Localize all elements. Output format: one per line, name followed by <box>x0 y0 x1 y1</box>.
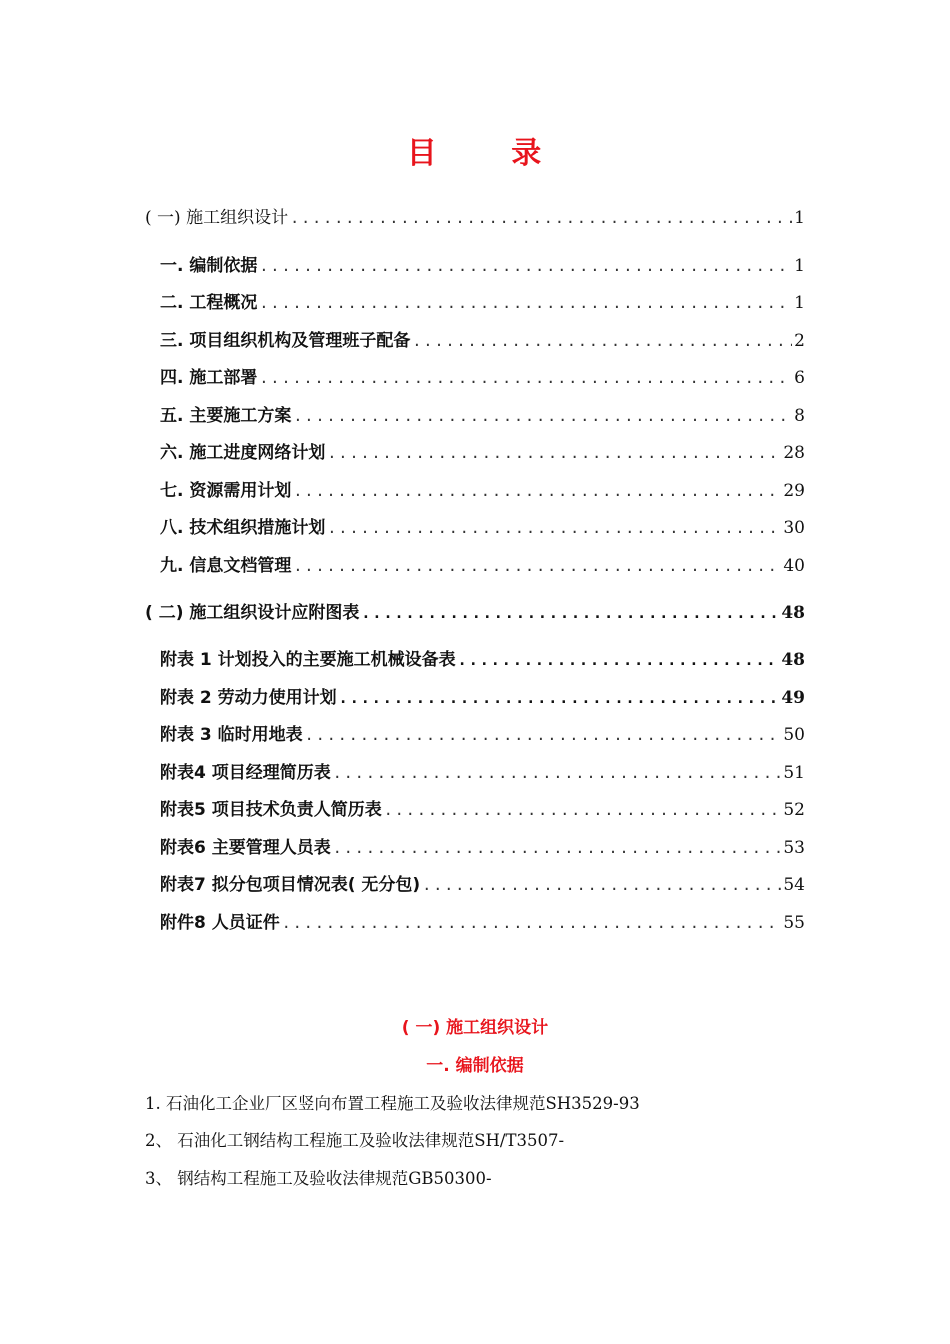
toc-label: 附表 3 临时用地表 <box>160 725 303 745</box>
toc-entry-1[interactable] <box>160 251 805 277</box>
toc-entry-9[interactable] <box>160 551 805 577</box>
subsection-heading: 一. 编制依据 <box>426 1056 524 1076</box>
toc-page-number: 1 <box>794 256 805 276</box>
toc-label: ( 一) 施工组织设计 <box>145 208 289 228</box>
section-heading: ( 一) 施工组织设计 <box>401 1018 549 1038</box>
toc-label: 附表 1 计划投入的主要施工机械设备表 <box>160 650 456 670</box>
toc-page-number: 1 <box>794 293 805 313</box>
toc-page-number: 53 <box>783 838 805 858</box>
toc-leader-dots <box>327 519 781 537</box>
toc-page-number: 48 <box>781 603 805 623</box>
toc-leader-dots <box>333 764 782 782</box>
toc-label: 附表4 项目经理简历表 <box>160 763 331 783</box>
toc-page-number: 51 <box>783 763 805 783</box>
toc-entry-part-2[interactable] <box>145 598 805 624</box>
toc-entry-appendix-5[interactable] <box>160 795 805 821</box>
toc-entry-appendix-2[interactable] <box>160 683 805 709</box>
toc-label: 二. 工程概况 <box>160 293 258 313</box>
toc-label: 附件8 人员证件 <box>160 913 280 933</box>
toc-leader-dots <box>282 914 782 932</box>
toc-entry-4[interactable] <box>160 363 805 389</box>
toc-page-number: 2 <box>794 331 805 351</box>
toc-page-number: 49 <box>781 688 805 708</box>
toc-page-number: 29 <box>783 481 805 501</box>
toc-entry-8[interactable] <box>160 513 805 539</box>
toc-page-number: 50 <box>783 725 805 745</box>
toc-label: 四. 施工部署 <box>160 368 258 388</box>
toc-label: 附表 2 劳动力使用计划 <box>160 688 337 708</box>
title-char-1: 目 <box>406 136 439 171</box>
toc-label: 三. 项目组织机构及管理班子配备 <box>160 331 411 351</box>
toc-entry-5[interactable] <box>160 401 805 427</box>
toc-label: ( 二) 施工组织设计应附图表 <box>145 603 360 623</box>
toc-page-number: 6 <box>794 368 805 388</box>
toc-leader-dots <box>412 332 792 350</box>
toc-entry-part-1[interactable] <box>145 203 805 229</box>
toc-leader-dots <box>458 651 780 669</box>
toc-leader-dots <box>290 209 792 227</box>
toc-label: 附表7 拟分包项目情况表( 无分包) <box>160 875 421 895</box>
toc-label: 一. 编制依据 <box>160 256 258 276</box>
toc-label: 附表6 主要管理人员表 <box>160 838 331 858</box>
toc-entry-appendix-4[interactable] <box>160 758 805 784</box>
toc-page-number: 54 <box>783 875 805 895</box>
toc-leader-dots <box>259 294 792 312</box>
toc-entry-2[interactable] <box>160 288 805 314</box>
toc-label: 九. 信息文档管理 <box>160 556 292 576</box>
toc-leader-dots <box>327 444 781 462</box>
toc-page-number: 30 <box>783 518 805 538</box>
toc-page-number: 48 <box>781 650 805 670</box>
toc-title <box>0 128 950 172</box>
toc-page-number: 40 <box>783 556 805 576</box>
toc-label: 八. 技术组织措施计划 <box>160 518 326 538</box>
toc-page-number: 1 <box>794 208 805 228</box>
toc-page-number: 8 <box>794 406 805 426</box>
toc-leader-dots <box>259 257 792 275</box>
toc-entry-appendix-8[interactable] <box>160 908 805 934</box>
toc-label: 六. 施工进度网络计划 <box>160 443 326 463</box>
basis-item-1: 1. 石油化工企业厂区竖向布置工程施工及验收法律规范SH3529-93 <box>145 1094 640 1113</box>
toc-label: 附表5 项目技术负责人简历表 <box>160 800 382 820</box>
toc-page-number: 28 <box>783 443 805 463</box>
toc-leader-dots <box>384 801 782 819</box>
toc-entry-appendix-7[interactable] <box>160 870 805 896</box>
toc-entry-7[interactable] <box>160 476 805 502</box>
toc-page-number: 55 <box>783 913 805 933</box>
toc-label: 七. 资源需用计划 <box>160 481 292 501</box>
toc-entry-appendix-3[interactable] <box>160 720 805 746</box>
basis-item-2: 2、 石油化工钢结构工程施工及验收法律规范SH/T3507- <box>145 1131 565 1150</box>
toc-label: 五. 主要施工方案 <box>160 406 292 426</box>
toc-leader-dots <box>333 839 782 857</box>
toc-leader-dots <box>339 689 780 707</box>
toc-leader-dots <box>293 407 792 425</box>
toc-entry-3[interactable] <box>160 326 805 352</box>
toc-page-number: 52 <box>783 800 805 820</box>
toc-entry-appendix-6[interactable] <box>160 833 805 859</box>
toc-leader-dots <box>293 557 781 575</box>
toc-leader-dots <box>305 726 782 744</box>
title-char-2: 录 <box>511 136 544 171</box>
toc-leader-dots <box>293 482 781 500</box>
toc-leader-dots <box>361 604 779 622</box>
toc-entry-6[interactable] <box>160 438 805 464</box>
toc-leader-dots <box>422 876 781 894</box>
toc-leader-dots <box>259 369 792 387</box>
basis-item-3: 3、 钢结构工程施工及验收法律规范GB50300- <box>145 1169 492 1188</box>
toc-entry-appendix-1[interactable] <box>160 645 805 671</box>
